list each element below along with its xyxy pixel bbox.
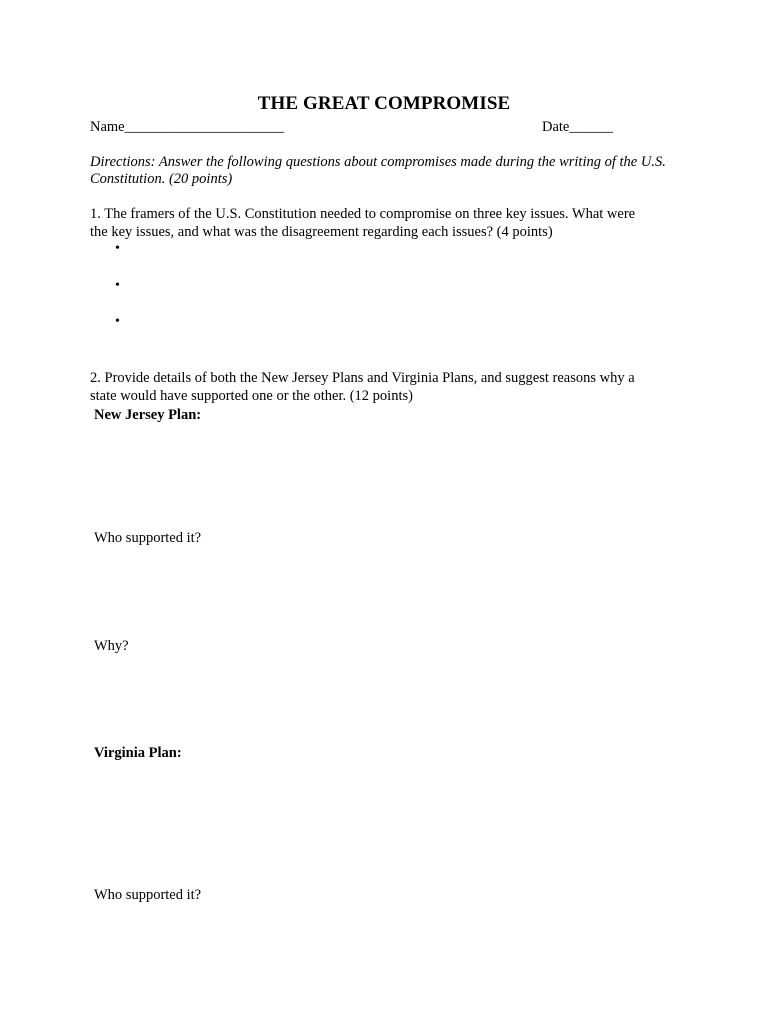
new-jersey-plan-heading: New Jersey Plan: [94,407,202,423]
bullet-point: • [115,278,120,293]
question-1-line-1: 1. The framers of the U.S. Constitution needed to compromise on three key issues. What were [90,206,636,222]
nj-why-prompt: Why? [94,638,129,654]
virginia-plan-heading: Virginia Plan: [94,745,182,761]
name-field-label: Name______________________ [90,119,285,135]
bullet-point: • [115,241,120,256]
nj-who-supported-prompt: Who supported it? [94,530,202,546]
question-2-line-1: 2. Provide details of both the New Jersey Plans and Virginia Plans, and suggest reasons why a [90,370,635,386]
directions-line-2: Constitution. (20 points) [90,171,233,187]
va-who-supported-prompt: Who supported it? [94,887,202,903]
directions-line-1: Directions: Answer the following questions about compromises made during the writing of the U.S. [90,154,666,170]
question-2-line-2: state would have supported one or the other. (12 points) [90,388,413,404]
date-field-label: Date______ [542,119,613,135]
bullet-point: • [115,314,120,329]
question-1-line-2: the key issues, and what was the disagreement regarding each issues? (4 points) [90,224,553,240]
page-title: THE GREAT COMPROMISE [257,93,511,114]
